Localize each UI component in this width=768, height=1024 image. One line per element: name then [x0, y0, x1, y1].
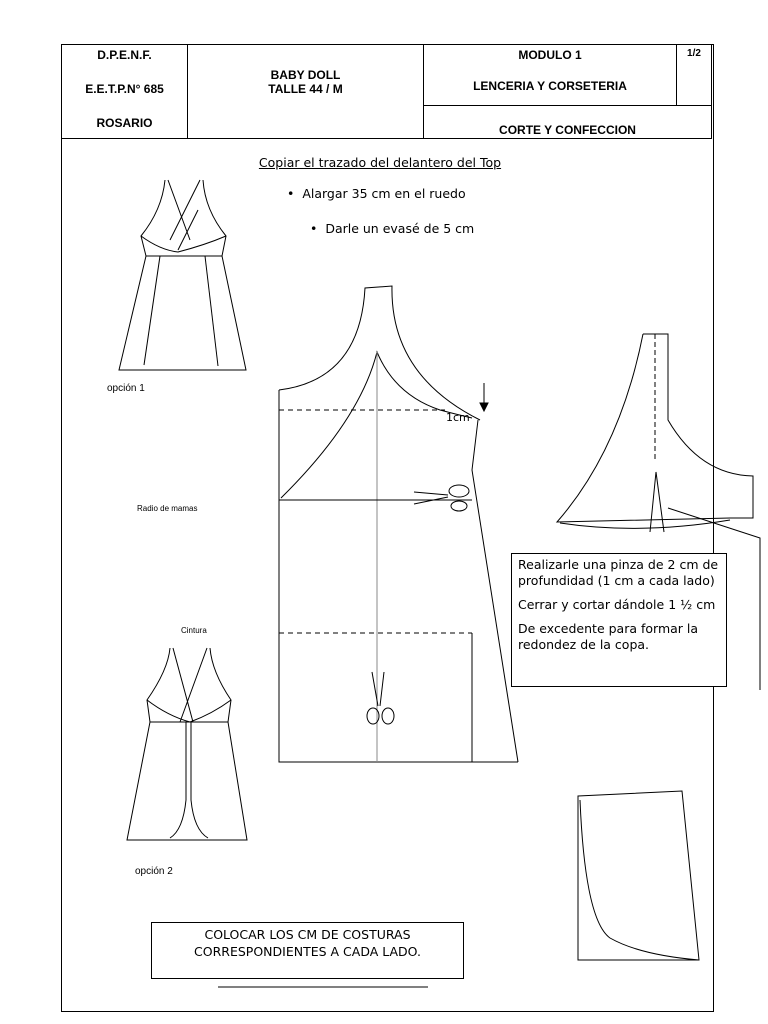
garment-line1: BABY DOLL: [270, 68, 341, 82]
page-number: 1/2: [687, 48, 701, 59]
bullet-2-text: Darle un evasé de 5 cm: [325, 221, 475, 236]
instructions-title: Copiar el trazado del delantero del Top: [258, 155, 502, 170]
callout-paragraph-1: Realizarle una pinza de 2 cm de profundidad (1 cm a cada lado): [518, 557, 719, 588]
bullet-1-text: Alargar 35 cm en el ruedo: [302, 186, 466, 201]
callout-paragraph-2: Cerrar y cortar dándole 1 ½ cm: [518, 597, 716, 612]
option2-label: opción 2: [135, 866, 173, 877]
subject-title: LENCERIA Y CORSETERIA: [473, 79, 627, 93]
garment-line2: TALLE 44 / M: [268, 82, 343, 96]
seam-note-box: [151, 922, 464, 979]
main-pattern: [279, 286, 518, 762]
scissors-icon-2: [367, 672, 394, 724]
seam-note-line2: CORRESPONDIENTES A CADA LADO.: [194, 944, 421, 959]
scissors-icon-1: [414, 485, 469, 511]
course-title: CORTE Y CONFECCION: [499, 123, 636, 137]
one-cm-label: 1cm: [446, 411, 470, 424]
bullet-2: • Darle un evasé de 5 cm: [310, 221, 475, 236]
org-line2: E.E.T.P.N° 685: [85, 82, 164, 96]
org-line1: D.P.E.N.F.: [97, 48, 152, 62]
dress-sketch-option1: [119, 180, 246, 370]
seam-note-line1: COLOCAR LOS CM DE COSTURAS: [204, 927, 411, 942]
dress-sketch-option2: [127, 648, 247, 840]
callout-paragraph-3: De excedente para formar la redondez de la copa.: [518, 621, 699, 652]
module-title: MODULO 1: [518, 48, 582, 62]
bust-radius-label: Radio de mamas: [137, 504, 198, 513]
dart-callout: [511, 553, 727, 687]
waist-label: Cintura: [181, 626, 207, 635]
option1-label: opción 1: [107, 383, 145, 394]
bottom-panel: [578, 791, 699, 960]
bullet-1: • Alargar 35 cm en el ruedo: [287, 186, 466, 201]
org-line3: ROSARIO: [96, 116, 153, 130]
